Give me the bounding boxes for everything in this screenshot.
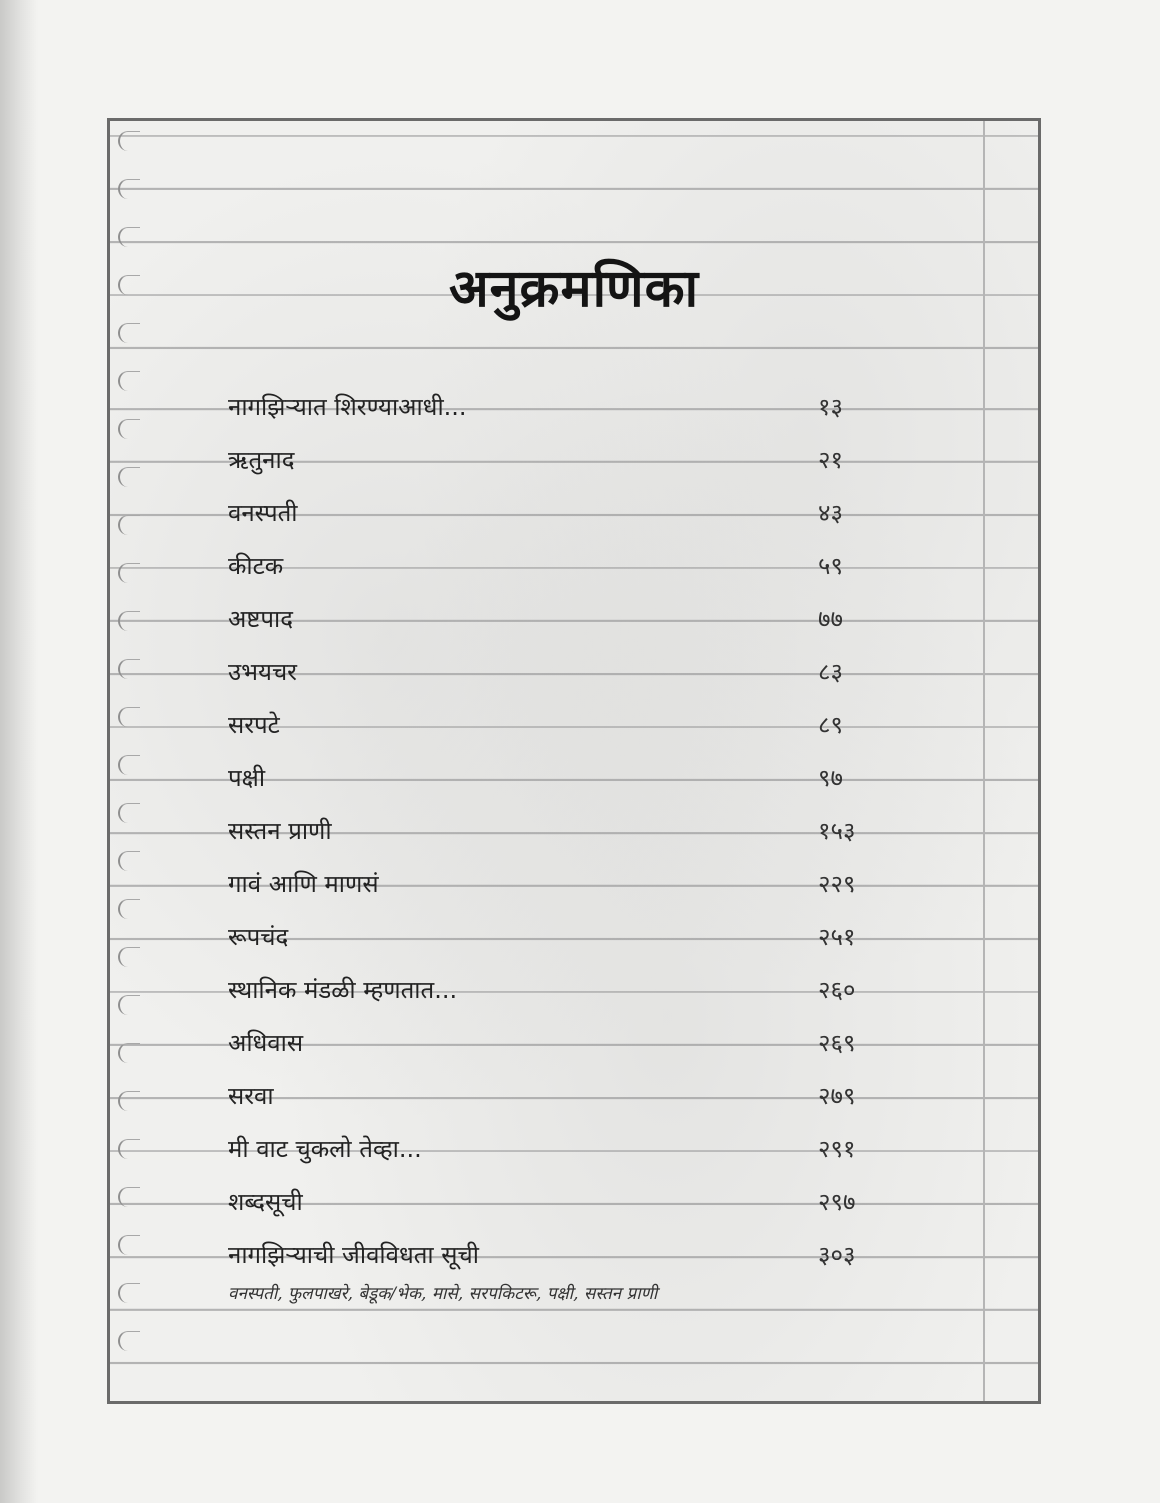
toc-entry-page: २६९ [818, 1029, 856, 1057]
toc-entry [228, 1072, 868, 1112]
toc-entry-label: वनस्पती [228, 499, 298, 527]
toc-entry [228, 383, 868, 423]
toc-entry [228, 807, 868, 847]
toc-entry-page: ८९ [818, 711, 843, 739]
toc-entry-label: नागझिऱ्याची जीवविधता सूची [228, 1241, 479, 1269]
page-edge-shadow [0, 0, 38, 1503]
toc-entry [228, 595, 868, 635]
toc-entry-label: ऋतुनाद [228, 446, 295, 474]
toc-entry-label: सरपटे [228, 711, 280, 739]
toc-entry [228, 860, 868, 900]
toc-entry [228, 489, 868, 529]
toc-entry [228, 1019, 868, 1059]
toc-entry-page: १३ [818, 393, 843, 421]
toc-entry-label: नागझिऱ्यात शिरण्याआधी... [228, 393, 467, 421]
table-of-contents [110, 121, 1038, 1401]
toc-entry-label: सस्तन प्राणी [228, 817, 332, 845]
toc-entry-page: ९७ [818, 764, 843, 792]
toc-entry-page: १५३ [818, 817, 856, 845]
toc-entry-label: पक्षी [228, 764, 266, 792]
toc-entry-label: उभयचर [228, 658, 297, 686]
biodiversity-categories-note: वनस्पती, फुलपाखरे, बेडूक/भेक, मासे, सरपकिटरू, पक्षी, सस्तन प्राणी [228, 1284, 658, 1304]
toc-entry-page: २२९ [818, 870, 856, 898]
toc-entry-page: २६० [818, 976, 856, 1004]
toc-entry [228, 1125, 868, 1165]
toc-entry [228, 1178, 868, 1218]
toc-entry-label: सरवा [228, 1082, 274, 1110]
toc-entry [228, 754, 868, 794]
toc-entry [228, 436, 868, 476]
toc-entry-label: अष्टपाद [228, 605, 293, 633]
toc-entry-page: ४३ [818, 499, 843, 527]
toc-entry-label: कीटक [228, 552, 284, 580]
toc-entry-label: अधिवास [228, 1029, 304, 1057]
toc-entry-label: मी वाट चुकलो तेव्हा... [228, 1135, 422, 1163]
toc-entry-page: ५९ [818, 552, 843, 580]
toc-entry-label: रूपचंद [228, 923, 289, 951]
toc-entry-page: ३०३ [818, 1241, 856, 1269]
toc-entry [228, 542, 868, 582]
toc-entry-page: २९१ [818, 1135, 856, 1163]
toc-entry [228, 913, 868, 953]
toc-entry-page: २७९ [818, 1082, 856, 1110]
toc-entry [228, 701, 868, 741]
toc-entry-label: स्थानिक मंडळी म्हणतात... [228, 976, 458, 1004]
toc-entry [228, 1231, 868, 1271]
toc-entry-page: ८३ [818, 658, 843, 686]
notebook-paper [107, 118, 1041, 1404]
toc-entry-page: २५१ [818, 923, 856, 951]
toc-entry-label: गावं आणि माणसं [228, 870, 379, 898]
toc-entry-label: शब्दसूची [228, 1188, 303, 1216]
toc-entry [228, 648, 868, 688]
toc-entry-page: २९७ [818, 1188, 856, 1216]
toc-entry-page: २१ [818, 446, 843, 474]
toc-entry-page: ७७ [818, 605, 843, 633]
toc-entry [228, 966, 868, 1006]
page-title: अनुक्रमणिका [448, 259, 700, 319]
